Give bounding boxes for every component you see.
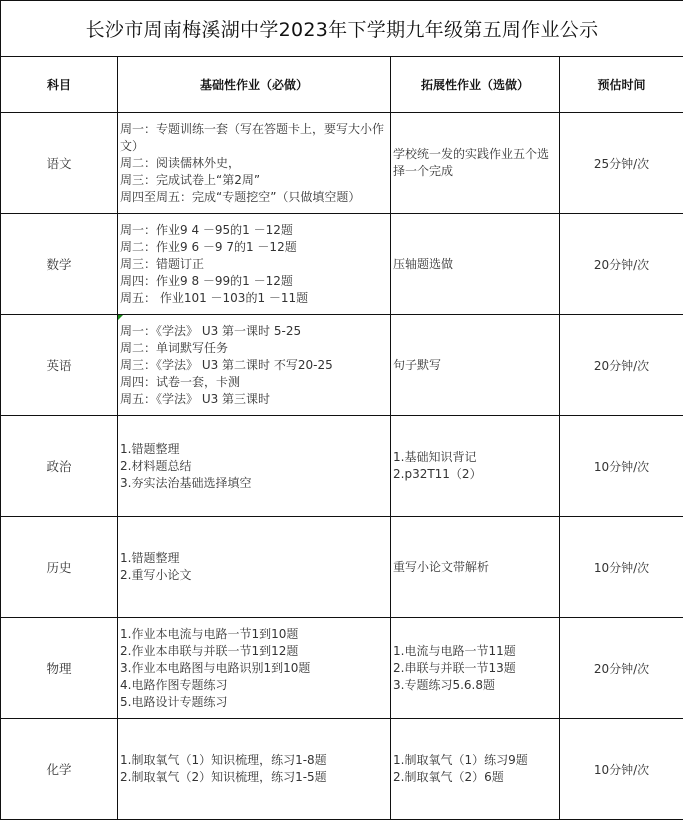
homework-line: 2.制取氧气（2）6题 xyxy=(393,770,504,784)
time-cell[interactable]: 20分钟/次 xyxy=(560,618,683,719)
homework-line: 压轴题选做 xyxy=(393,256,454,271)
homework-line: 周一：《学法》 U3 第一课时 5-25 xyxy=(120,323,302,338)
basic-homework-cell[interactable] xyxy=(118,517,391,618)
homework-line: 1.制取氧气（1）练习9题 xyxy=(393,753,528,767)
basic-homework-cell[interactable] xyxy=(118,618,391,719)
extended-homework-cell[interactable] xyxy=(391,315,560,416)
time-cell[interactable]: 10分钟/次 xyxy=(560,517,683,618)
subject-cell[interactable]: 英语 xyxy=(1,315,118,416)
extended-homework-cell[interactable] xyxy=(391,517,560,618)
homework-line: 周四至周五：完成“专题挖空”（只做填空题） xyxy=(120,189,361,204)
homework-line: 周五： 作业101 －103的1 －11题 xyxy=(120,290,309,305)
basic-homework-cell[interactable] xyxy=(118,113,391,214)
homework-line: 周三：《学法》 U3 第二课时 不写20-25 xyxy=(120,357,333,372)
extended-homework-cell[interactable] xyxy=(391,719,560,820)
homework-line: 周二：作业9 6 －9 7的1 －12题 xyxy=(120,239,297,254)
extended-homework-cell[interactable] xyxy=(391,618,560,719)
extended-homework-cell[interactable] xyxy=(391,214,560,315)
homework-line: 周三：完成试卷上“第2周” xyxy=(120,172,261,187)
table-row xyxy=(1,719,683,820)
subject-cell[interactable]: 物理 xyxy=(1,618,118,719)
homework-line: 周五：《学法》 U3 第三课时 xyxy=(120,391,271,406)
homework-line: 1.作业本电流与电路一节1到10题 xyxy=(120,626,299,641)
homework-line: 2.作业本串联与并联一节1到12题 xyxy=(120,643,299,658)
title-row xyxy=(1,1,683,57)
basic-homework-cell[interactable] xyxy=(118,315,391,416)
homework-line: 周四：试卷一套，卡测 xyxy=(120,374,241,389)
homework-line: 1.错题整理 xyxy=(120,551,180,565)
table-row xyxy=(1,416,683,517)
homework-line: 2.重写小论文 xyxy=(120,568,192,582)
time-cell[interactable]: 10分钟/次 xyxy=(560,416,683,517)
homework-line: 周四：作业9 8 －99的1 －12题 xyxy=(120,273,293,288)
homework-line: 周二：单词默写任务 xyxy=(120,340,229,355)
homework-line: 句子默写 xyxy=(393,357,442,372)
page-title[interactable]: 长沙市周南梅溪湖中学2023年下学期九年级第五周作业公示 xyxy=(1,1,683,57)
homework-line: 5.电路设计专题练习 xyxy=(120,694,228,709)
subject-cell[interactable]: 历史 xyxy=(1,517,118,618)
extended-homework-cell[interactable] xyxy=(391,113,560,214)
homework-line: 周一：作业9 4 －95的1 －12题 xyxy=(120,222,293,237)
table-row xyxy=(1,618,683,719)
homework-line: 周三：错题订正 xyxy=(120,256,205,271)
subject-cell[interactable]: 语文 xyxy=(1,113,118,214)
homework-line: 学校统一发的实践作业五个选择一个完成 xyxy=(393,147,550,178)
comment-indicator-icon[interactable] xyxy=(118,315,123,320)
table-row xyxy=(1,517,683,618)
header-time[interactable]: 预估时间 xyxy=(560,57,683,113)
homework-line: 2.串联与并联一节13题 xyxy=(393,660,516,675)
table-row xyxy=(1,214,683,315)
table-row xyxy=(1,113,683,214)
homework-line: 周二：阅读儒林外史， xyxy=(120,155,241,170)
basic-homework-cell[interactable] xyxy=(118,719,391,820)
basic-homework-cell[interactable] xyxy=(118,416,391,517)
homework-line: 周一：专题训练一套（写在答题卡上，要写大小作文） xyxy=(120,121,385,153)
homework-line: 2.p32T11（2） xyxy=(393,467,482,481)
homework-line: 3.专题练习5.6.8题 xyxy=(393,677,495,692)
table-row xyxy=(1,315,683,416)
subject-cell[interactable]: 数学 xyxy=(1,214,118,315)
homework-line: 2.制取氧气（2）知识梳理，练习1-5题 xyxy=(120,770,327,784)
homework-line: 4.电路作图专题练习 xyxy=(120,677,228,692)
time-cell[interactable]: 20分钟/次 xyxy=(560,214,683,315)
homework-line: 1.电流与电路一节11题 xyxy=(393,643,516,658)
homework-line: 3.夯实法治基础选择填空 xyxy=(120,475,252,490)
time-cell[interactable]: 25分钟/次 xyxy=(560,113,683,214)
time-cell[interactable]: 10分钟/次 xyxy=(560,719,683,820)
homework-line: 1.制取氧气（1）知识梳理，练习1-8题 xyxy=(120,753,327,767)
header-row xyxy=(1,57,683,113)
subject-cell[interactable]: 化学 xyxy=(1,719,118,820)
homework-line: 重写小论文带解析 xyxy=(393,559,490,574)
header-subject[interactable]: 科目 xyxy=(1,57,118,113)
header-extended[interactable]: 拓展性作业（选做） xyxy=(391,57,560,113)
homework-line: 1.基础知识背记 xyxy=(393,450,477,464)
header-basic[interactable]: 基础性作业（必做） xyxy=(118,57,391,113)
subject-cell[interactable]: 政治 xyxy=(1,416,118,517)
extended-homework-cell[interactable] xyxy=(391,416,560,517)
homework-line: 3.作业本电路图与电路识别1到10题 xyxy=(120,660,311,675)
homework-line: 1.错题整理 xyxy=(120,441,180,456)
basic-homework-cell[interactable] xyxy=(118,214,391,315)
homework-line: 2.材料题总结 xyxy=(120,458,192,473)
time-cell[interactable]: 20分钟/次 xyxy=(560,315,683,416)
